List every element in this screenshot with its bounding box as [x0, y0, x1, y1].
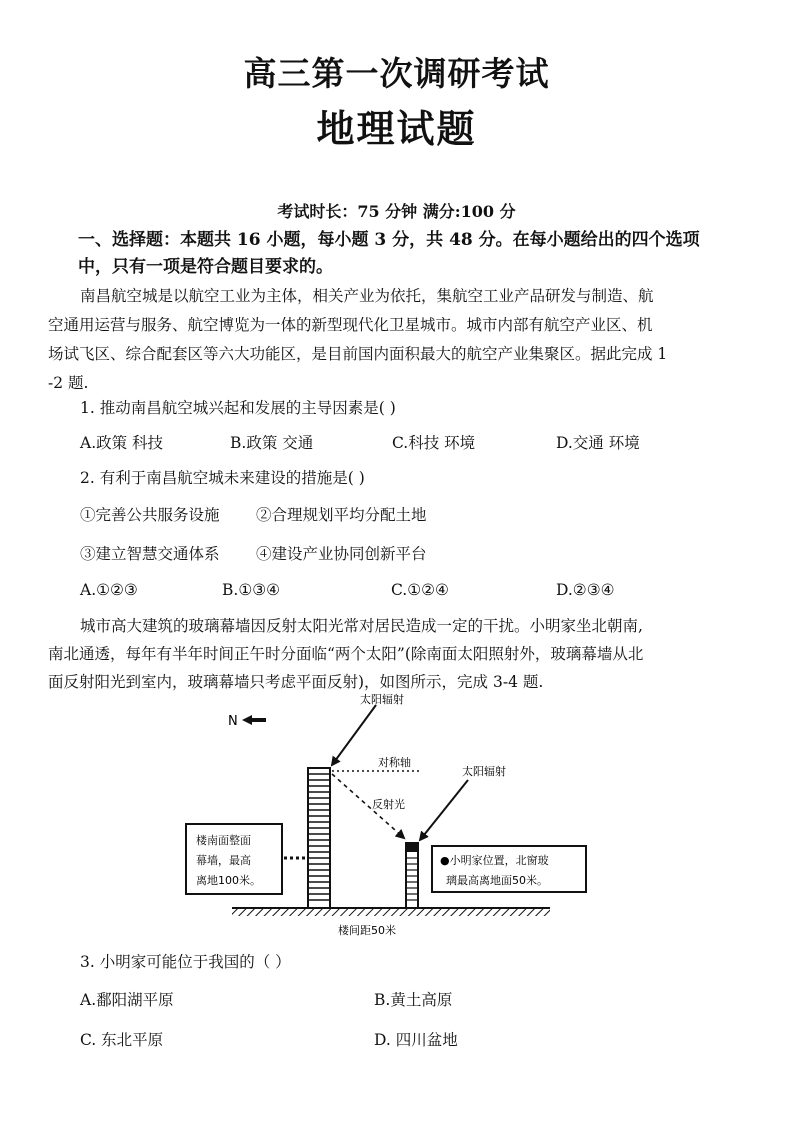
callout-text: 璃最高离地面50米。	[446, 874, 548, 887]
exam-meta: 考试时长：75 分钟 满分:100 分	[277, 202, 516, 221]
glass-curtain-building	[308, 768, 330, 908]
question-1-option-a[interactable]: A.政策 科技	[80, 434, 164, 452]
question-1-option-d[interactable]: D.交通 环境	[556, 434, 640, 452]
callout-text: 离地100米。	[196, 874, 261, 887]
sun-ray-south	[420, 780, 468, 840]
section-heading-line-2: 中，只有一项是符合题目要求的。	[78, 257, 333, 277]
passage2-line: 面反射阳光到室内，玻璃幕墙只考虑平面反射)，如图所示，完成 3-4 题.	[48, 673, 544, 691]
question-2-option-c[interactable]: C.①②④	[391, 581, 449, 599]
question-3-stem: 3. 小明家可能位于我国的（ ）	[80, 953, 291, 971]
passage1-line: 空通用运营与服务、航空博览为一体的新型现代化卫星城市。城市内部有航空产业区、机	[48, 316, 653, 334]
symmetry-axis-label: 对称轴	[378, 756, 411, 769]
sun-ray-label-2: 太阳辐射	[462, 765, 506, 778]
question-2-item: ④建设产业协同创新平台	[256, 545, 427, 563]
question-3-option-c[interactable]: C. 东北平原	[80, 1031, 164, 1049]
passage1-line: -2 题.	[48, 374, 89, 392]
callout-text: ●小明家位置，北窗玻	[440, 854, 549, 867]
question-1-option-c[interactable]: C.科技 环境	[392, 434, 476, 452]
question-3-option-b[interactable]: B.黄土高原	[374, 991, 453, 1009]
building-distance-label: 楼间距50米	[338, 924, 396, 937]
question-2-option-d[interactable]: D.②③④	[556, 581, 615, 599]
passage1-line: 南昌航空城是以航空工业为主体，相关产业为依托，集航空工业产品研发与制造、航	[80, 287, 654, 305]
question-1-option-b[interactable]: B.政策 交通	[230, 434, 314, 452]
question-2-option-b[interactable]: B.①③④	[222, 581, 281, 599]
callout-text: 楼南面整面	[196, 834, 251, 847]
ground-hatch	[232, 908, 550, 916]
sun-ray-label-1: 太阳辐射	[360, 693, 404, 706]
question-1-stem: 1. 推动南昌航空城兴起和发展的主导因素是( )	[80, 399, 396, 417]
reflected-ray-label: 反射光	[372, 798, 405, 811]
section-heading-line-1: 一、选择题：本题共 16 小题，每小题 3 分，共 48 分。在每小题给出的四个选项	[78, 230, 700, 250]
question-2-option-a[interactable]: A.①②③	[80, 581, 138, 599]
exam-subtitle: 地理试题	[316, 107, 477, 151]
home-building	[406, 843, 418, 908]
passage2-line: 南北通透，每年有半年时间正午时分面临“两个太阳”(除南面太阳照射外，玻璃幕墙从北	[48, 645, 644, 663]
question-3-option-d[interactable]: D. 四川盆地	[374, 1031, 458, 1049]
passage2-line: 城市高大建筑的玻璃幕墙因反射太阳光常对居民造成一定的干扰。小明家坐北朝南,	[80, 617, 643, 635]
question-2-item: ②合理规划平均分配土地	[256, 506, 427, 524]
north-arrow-icon	[242, 715, 266, 725]
question-2-stem: 2. 有利于南昌航空城未来建设的措施是( )	[80, 469, 365, 487]
callout-text: 幕墙，最高	[196, 854, 251, 867]
north-label: N	[228, 714, 238, 729]
passage1-line: 场试飞区、综合配套区等六大功能区，是目前国内面积最大的航空产业集聚区。据此完成 1	[48, 345, 668, 363]
question-3-option-a[interactable]: A.鄱阳湖平原	[80, 991, 174, 1009]
question-2-item: ③建立智慧交通体系	[80, 545, 220, 563]
sun-ray-incident	[332, 705, 376, 765]
question-2-item: ①完善公共服务设施	[80, 506, 220, 524]
exam-title: 高三第一次调研考试	[243, 54, 550, 93]
